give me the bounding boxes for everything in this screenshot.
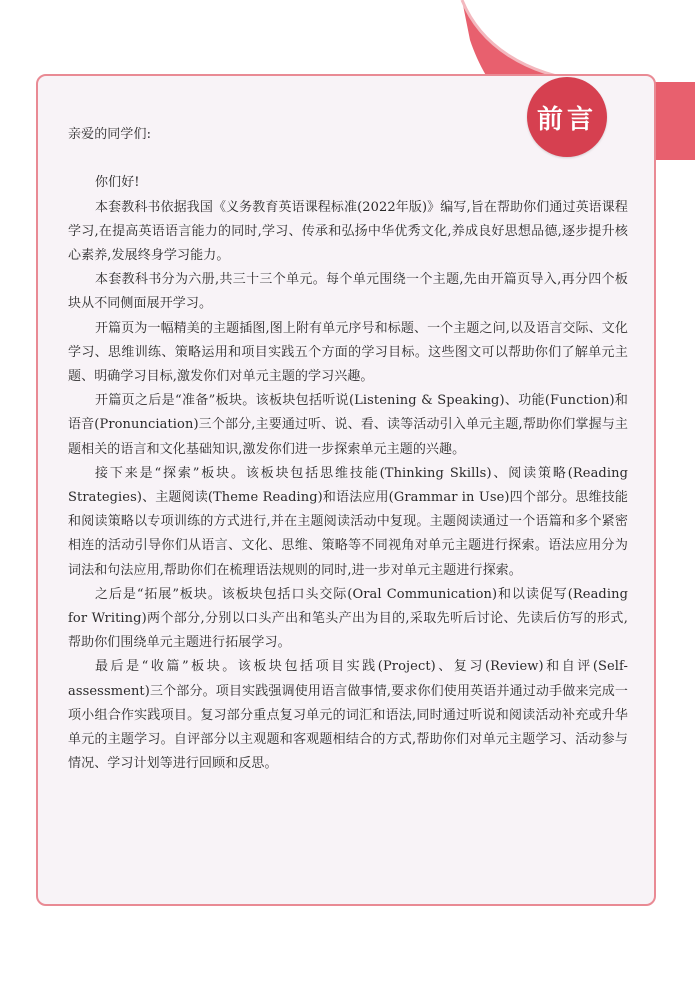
paragraph: 之后是“拓展”板块。该板块包括口头交际(Oral Communication)和以读促写(Reading for Writing)两个部分,分别以口头产出和笔头产出为目的,采取先听后讨论、先读后仿写的形式,帮助你们围绕单元主题进行拓展学习。 <box>68 586 628 651</box>
preface-title-badge: 前言 <box>527 77 607 157</box>
greeting: 亲爱的同学们: <box>68 127 152 142</box>
paragraph: 本套教科书分为六册,共三十三个单元。每个单元围绕一个主题,先由开篇页导入,再分四个板块从不同侧面展开学习。 <box>68 272 628 312</box>
paragraph: 最后是“收篇”板块。该板块包括项目实践(Project)、复习(Review)和自评(Self-assessment)三个部分。项目实践强调使用语言做事情,要求你们使用英语并通过动手做来完成一项小组合作实践项目。复习部分重点复习单元的词汇和语法,同时通过听说和阅读活动补充或升华单元的主题学习。自评部分以主观题和客观题相结合的方式,帮助你们对单元主题学习、活动参与情况、学习计划等进行回顾和反思。 <box>68 659 628 772</box>
paragraph: 开篇页之后是“准备”板块。该板块包括听说(Listening & Speaking)、功能(Function)和语音(Pronunciation)三个部分,主要通过听、说、看、读等活动引入单元主题,帮助你们掌握与主题相关的语言和文化基础知识,激发你们进一步探索单元主题的兴趣。 <box>68 393 628 457</box>
preface-text <box>68 123 628 776</box>
paragraph: 接下来是“探索”板块。该板块包括思维技能(Thinking Skills)、阅读策略(Reading Strategies)、主题阅读(Theme Reading)和语法应用(Grammar in Use)四个部分。思维技能和阅读策略以专项训练的方式进行,并在主题阅读活动中复现。主题阅读通过一个语篇和多个紧密相连的活动引导你们从语言、文化、思维、策略等不同视角对单元主题进行探索。语法应用分为词法和句法应用,帮助你们在梳理语法规则的同时,进一步对单元主题进行探索。 <box>68 465 628 578</box>
paragraph: 你们好! <box>95 175 140 191</box>
paragraph: 开篇页为一幅精美的主题插图,图上附有单元序号和标题、一个主题之问,以及语言交际、文化学习、思维训练、策略运用和项目实践五个方面的学习目标。这些图文可以帮助你们了解单元主题、明确学习目标,激发你们对单元主题的学习兴趣。 <box>68 320 628 385</box>
paragraph: 本套教科书依据我国《义务教育英语课程标准(2022年版)》编写,旨在帮助你们通过英语课程学习,在提高英语语言能力的同时,学习、传承和弘扬中华优秀文化,养成良好思想品德,逐步提升核心素养,发展终身学习能力。 <box>68 199 628 263</box>
